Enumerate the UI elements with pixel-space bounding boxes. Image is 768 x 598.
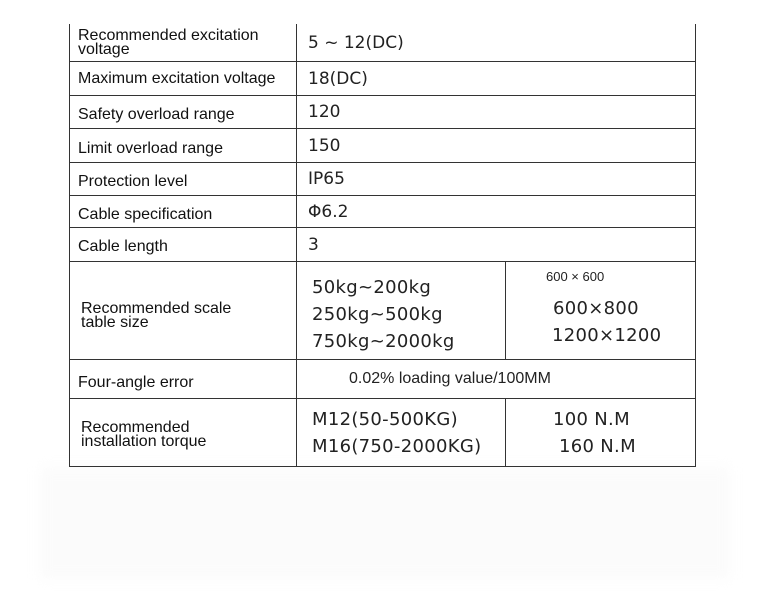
value-cell (297, 228, 695, 261)
table-row (70, 196, 695, 228)
table-row (70, 399, 695, 467)
value-cell (297, 196, 695, 227)
row-value: IP65 (308, 169, 345, 189)
scale-range: 750kg~2000kg (312, 331, 455, 352)
row-value: 3 (308, 234, 319, 255)
label-cell (70, 96, 297, 128)
label-cell (70, 129, 297, 162)
spec-table (69, 24, 696, 467)
bolt-spec: M12(50-500KG) (312, 409, 458, 430)
scale-range: 50kg~200kg (312, 277, 432, 298)
scale-size: 600 × 600 (546, 269, 605, 284)
value-cell (297, 24, 695, 61)
row-label: Protection level (78, 173, 188, 190)
bolt-cell (297, 399, 506, 467)
table-row (70, 96, 695, 129)
table-row (70, 360, 695, 399)
scale-size: 600×800 (553, 298, 639, 319)
label-cell (70, 196, 297, 227)
row-value: 0.02% loading value/100MM (349, 370, 551, 387)
value-cell (297, 360, 695, 398)
row-value: 150 (308, 135, 341, 156)
row-label: Maximum excitation voltage (78, 69, 276, 87)
row-value: 5 ~ 12(DC) (308, 32, 404, 53)
row-label: Cable specification (78, 205, 213, 223)
table-row (70, 262, 695, 360)
row-value: Φ6.2 (308, 201, 349, 222)
label-cell (70, 24, 297, 61)
row-label-line: Recommended excitation (78, 26, 259, 44)
label-cell (70, 360, 297, 398)
scale-size: 1200×1200 (552, 325, 662, 346)
size-cell (506, 262, 695, 359)
range-cell (297, 262, 506, 359)
row-label-line: Recommended scale (81, 299, 232, 317)
row-label-line: Recommended (81, 419, 190, 436)
table-row (70, 62, 695, 96)
label-cell (70, 163, 297, 195)
row-label-line: voltage (78, 40, 130, 58)
row-label: Cable length (78, 237, 168, 255)
value-cell (297, 96, 695, 128)
table-row (70, 129, 695, 163)
row-label: Four-angle error (78, 374, 194, 391)
table-row (70, 24, 695, 62)
torque-value: 100 N.M (553, 409, 630, 430)
bolt-spec: M16(750-2000KG) (312, 436, 482, 457)
row-label-line: table size (81, 313, 149, 331)
label-cell (70, 399, 297, 467)
torque-value: 160 N.M (559, 436, 636, 457)
shadow-fade (40, 468, 730, 578)
row-label: Limit overload range (78, 139, 223, 157)
value-cell (297, 62, 695, 95)
value-cell (297, 163, 695, 195)
torque-cell (506, 399, 695, 467)
label-cell (70, 62, 297, 95)
row-label: Safety overload range (78, 106, 235, 123)
label-cell (70, 262, 297, 359)
table-row (70, 228, 695, 262)
row-value: 120 (308, 102, 341, 122)
value-cell (297, 129, 695, 162)
table-row (70, 163, 695, 196)
row-value: 18(DC) (308, 68, 368, 89)
scale-range: 250kg~500kg (312, 304, 443, 325)
label-cell (70, 228, 297, 261)
row-label-line: installation torque (81, 433, 207, 450)
